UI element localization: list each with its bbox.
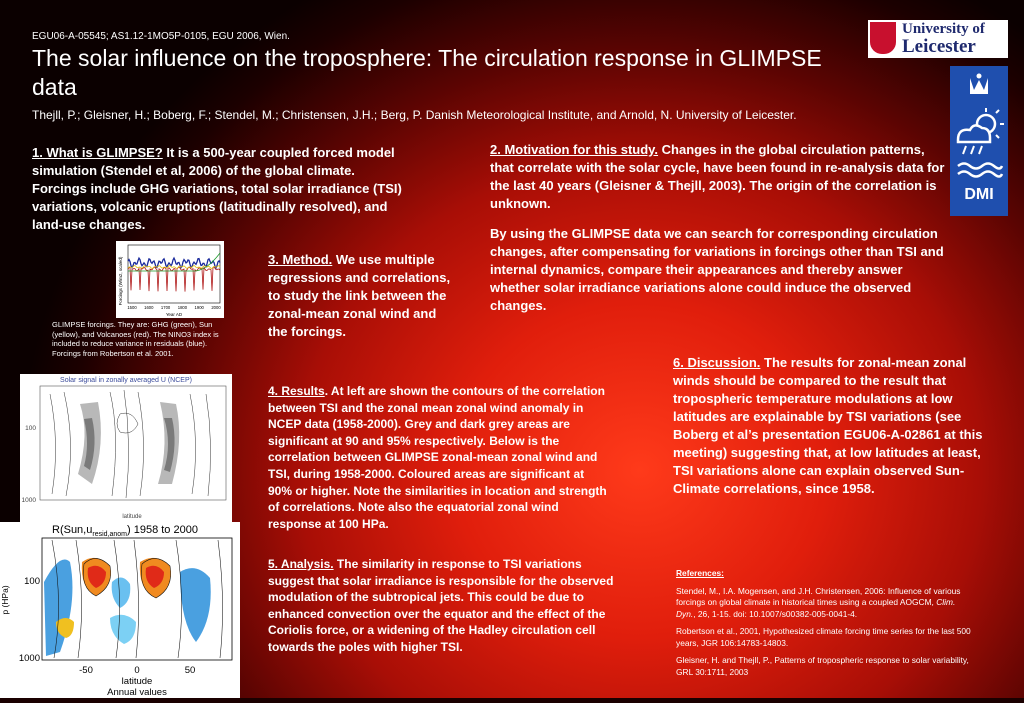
section-1-heading: 1. What is GLIMPSE? [32,145,163,160]
leicester-logo-line2: Leicester [902,36,976,57]
fig3-title-period: ) 1958 to 2000 [127,524,198,536]
glimpse-forcings-figure [116,241,224,318]
section-motivation [490,141,945,213]
fig3-xtick-0: 0 [134,665,140,676]
section-2-heading: 2. Motivation for this study. [490,142,659,157]
reference-1-citation: , 26, 1-15. doi: 10.1007/s00382-005-0041-4. [693,608,858,619]
section-1-body: It is a 500-year coupled forced model simulation (Stendel et al, 2006) of the global climate. Forcings include GHG variations, total solar irradiance (TSI) variations, volcanic eruptions (latitudinally resolved), and land-use changes. [32,145,402,232]
fig1-xtick: 1700 [160,305,171,310]
ncep-solar-signal-figure [20,374,232,522]
glimpse-correlation-figure [0,522,240,698]
leicester-logo-line1: University of [902,21,985,37]
fig2-ytick-100: 100 [25,425,36,432]
section-method [268,251,458,341]
fig3-title-subscript: resid,anom [92,531,127,538]
section-5-heading: 5. Analysis. [268,557,334,571]
fig2-ytick-1000: 1000 [21,497,36,504]
section-results [268,383,608,532]
section-motivation-continued: By using the GLIMPSE data we can search for corresponding circulation changes, after compensating for variations in forcings other than TSI and internal dynamics, compare their appearances and thereby answer whether solar irradiance variations alone could induce the observed changes. [490,226,944,313]
fig3-ylabel: p (HPa) [0,585,10,615]
forcings-caption: GLIMPSE forcings. They are: GHG (green), Sun (yellow), and Volcanoes (red). The NINO3 index is included to reduce variance in residuals (blue). Forcings from Robertson et al. 2001. [52,320,219,358]
fig1-xlabel: Year AD [165,312,183,317]
fig3-title-main: R(Sun,u [52,524,93,536]
section-5-body: The similarity in response to TSI variations suggest that solar irradiance is responsible for the observed modulation of the subtropical jets. This could be due to enhanced convection over the equator and the effect of the Coriolis force, or a widening of the Hadley circulation cell towards the poles with higher TSI. [268,557,614,654]
reference-item: Gleisner, H. and Thejll, P., Patterns of tropospheric response to solar variability, GRL 30:1711, 2003 [676,655,969,677]
university-of-leicester-logo [868,20,1008,58]
fig3-ytick-1000: 1000 [18,653,40,664]
fig1-xtick: 1800 [177,305,188,310]
fig2-xlabel: latitude [122,514,142,520]
section-analysis [268,556,623,656]
references-title: References: [676,568,724,578]
reference-1-text: Stendel, M., I.A. Mogensen, and J.H. Christensen, 2006: Influence of various forcings on global climate in historical times using a coupled AOGCM, [676,585,961,607]
dmi-logo-text: DMI [964,186,994,203]
section-6-body: The results for zonal-mean zonal winds should be compared to the result that tropospheric temperature modulations at low latitudes are explainable by TSI variations (see Boberg et al’s presentation EGU06-A-02861 at this meeting) suggesting that, at low latitudes at least, TSI variations alone can explain observed Sun-Climate correlations, since 1958. [673,355,983,496]
reference-item: Robertson et al., 2001, Hypothesized climate forcing time series for the last 500 years, JGR 106:14783-14803. [676,626,971,648]
section-4-heading: 4. Results [268,384,325,398]
poster-title: The solar influence on the troposphere: The circulation response in GLIMPSE data [32,45,822,100]
section-3-heading: 3. Method. [268,252,333,267]
author-line: Thejll, P.; Gleisner, H.; Boberg, F.; Stendel, M.; Christensen, J.H.; Berg, P. Danish Meteorological Institute, and Arnold, N. University of Leicester. [32,108,797,122]
dmi-crown-sun-icon [950,66,1008,186]
fig3-xtick-neg50: -50 [79,665,93,676]
section-discussion [673,354,983,498]
fig1-xtick: 1600 [144,305,154,310]
section-what-is-glimpse [32,144,412,234]
section-2-body: Changes in the global circulation patterns, that correlate with the solar cycle, have been found in re-analysis data for the last 40 years (Gleisner & Thejll, 2003). The origin of the correlation is unknown. [490,142,945,211]
fig3-xlabel: latitude [121,676,153,687]
leicester-crest-icon [870,22,896,54]
fig3-ytick-100: 100 [24,576,40,587]
section-4-body: . At left are shown the contours of the correlation between TSI and the zonal mean zonal wind anomaly in NCEP data (1958-2000). Grey and dark grey areas are significant at 90 and 95% respectively. Below is the correlation between GLIMPSE zonal-mean zonal wind and TSI, during 1958-2000. Coloured areas are significant at 90% or higher. Note the similarities in location and strength of correlations. Note also the equatorial zonal wind response at 100 HPa. [268,384,607,531]
fig2-title: Solar signal in zonally averaged U (NCEP) [60,377,192,384]
fig1-ylabel: Forcings (W/m2, scaled) [118,256,123,306]
conference-reference: EGU06-A-05545; AS1.12-1MO5P-0105, EGU 2006, Wien. [32,31,290,42]
reference-1-journal: Clim. Dyn. [676,597,956,619]
fig3-footer: Annual values [107,687,167,698]
fig3-title [52,524,198,538]
dmi-logo [950,66,1008,216]
references [676,568,976,684]
fig1-xtick: 1900 [194,305,204,310]
section-6-heading: 6. Discussion. [673,355,761,370]
fig1-xtick: 2000 [211,305,221,310]
reference-item [676,586,976,621]
fig3-xtick-50: 50 [184,665,196,676]
fig1-xtick: 1500 [127,305,137,310]
section-3-body: We use multiple regressions and correlations, to study the link between the zonal-mean zonal wind and the forcings. [268,252,451,339]
